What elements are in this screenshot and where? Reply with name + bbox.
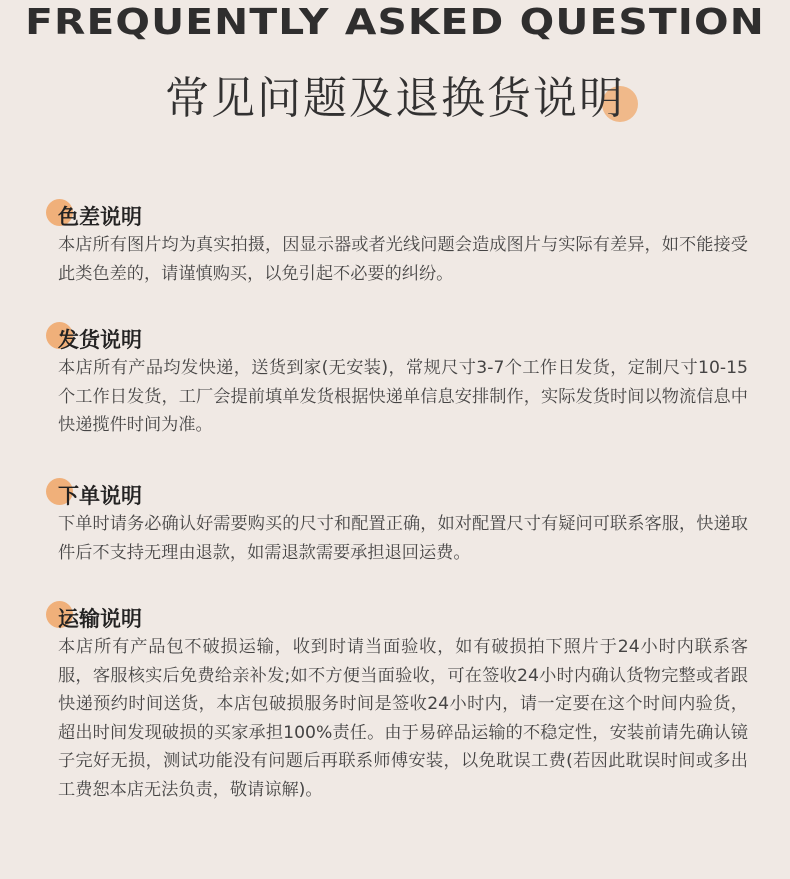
page-title-chinese	[0, 62, 790, 126]
section-heading: 色差说明	[58, 205, 142, 229]
section-body: 本店所有产品包不破损运输，收到时请当面验收，如有破损拍下照片于24小时内联系客服，客服核实后免费给亲补发;如不方便当面验收，可在签收24小时内确认货物完整或者跟快递预约时间送货，本店包破损服务时间是签收24小时内，请一定要在这个时间内验货，超出时间发现破损的买家承担100%责任。由于易碎品运输的不稳定性，安装前请先确认镜子完好无损，测试功能没有问题后再联系师傅安装，以免耽误工费(若因此耽误时间或多出工费恕本店无法负责，敬请谅解)。	[58, 637, 748, 800]
section-heading: 发货说明	[58, 328, 142, 352]
page-title-english: FREQUENTLY ASKED QUESTION	[25, 2, 765, 43]
section-heading: 运输说明	[58, 607, 142, 631]
section-body: 下单时请务必确认好需要购买的尺寸和配置正确，如对配置尺寸有疑问可联系客服，快递取件后不支持无理由退款，如需退款需要承担退回运费。	[58, 514, 748, 563]
section-body: 本店所有图片均为真实拍摄，因显示器或者光线问题会造成图片与实际有差异，如不能接受此类色差的，请谨慎购买，以免引起不必要的纠纷。	[58, 235, 748, 284]
section-ordering	[58, 482, 748, 567]
section-heading: 下单说明	[58, 484, 142, 508]
page-title-chinese-text: 常见问题及退换货说明	[165, 73, 625, 124]
section-shipping	[58, 326, 748, 440]
section-color-difference	[58, 203, 748, 288]
section-body: 本店所有产品均发快递，送货到家(无安装)，常规尺寸3-7个工作日发货，定制尺寸10-15个工作日发货，工厂会提前填单发货根据快递单信息安排制作，实际发货时间以物流信息中快递揽件时间为准。	[58, 358, 748, 436]
section-transport	[58, 605, 748, 805]
